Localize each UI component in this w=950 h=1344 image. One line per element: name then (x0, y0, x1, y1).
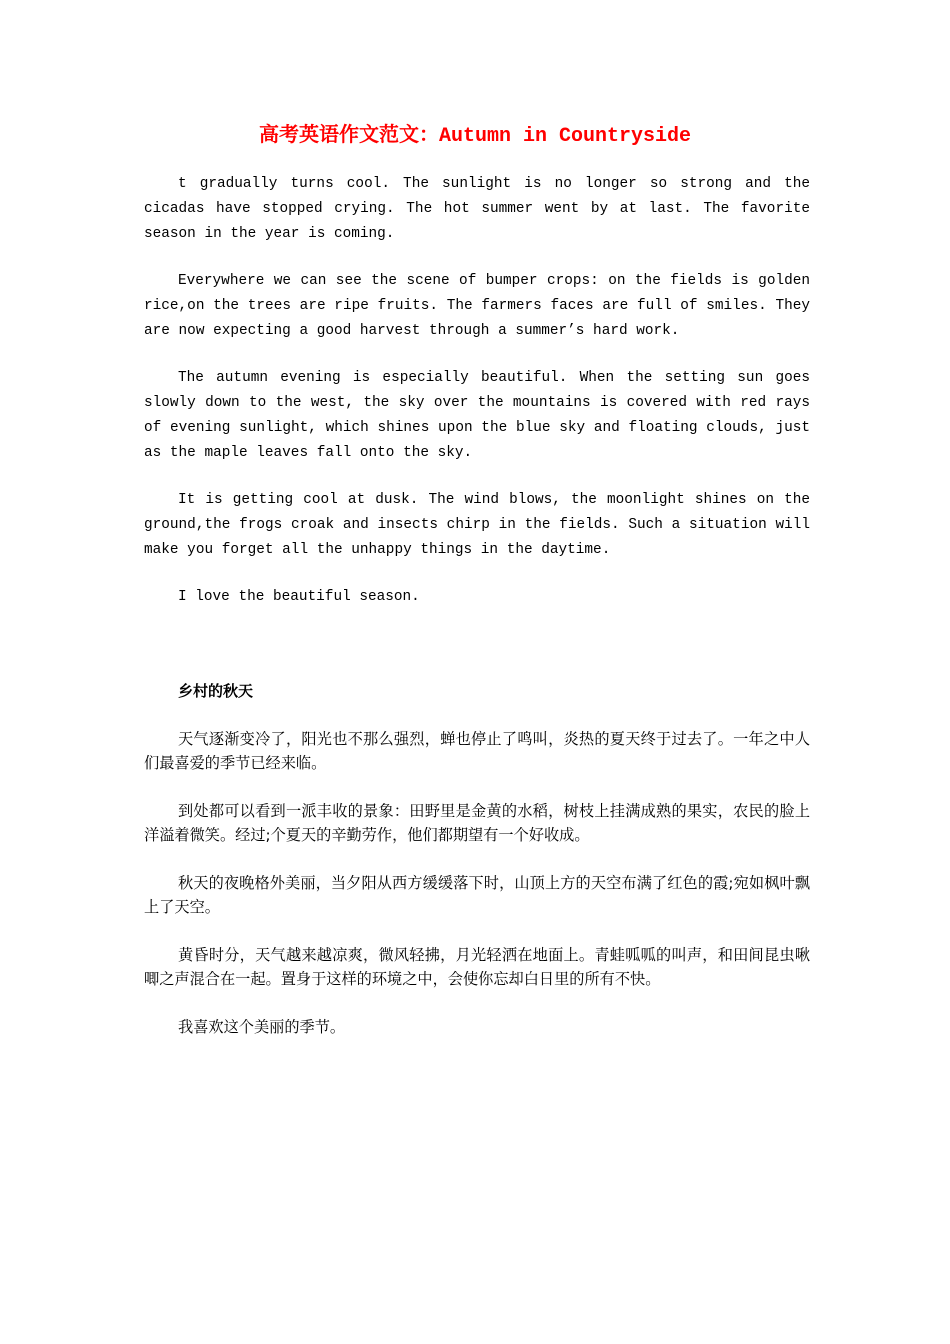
english-paragraph-5: I love the beautiful season. (178, 589, 420, 605)
chinese-paragraph-1: 天气逐渐变冷了，阳光也不那么强烈，蝉也停止了鸣叫，炎热的夏天终于过去了。一年之中人们最喜爱的季节已经来临。 (144, 730, 810, 772)
chinese-paragraph-4: 黄昏时分，天气越来越凉爽，微风轻拂，月光轻洒在地面上。青蛙呱呱的叫声，和田间昆虫啾唧之声混合在一起。置身于这样的环境之中，会使你忘却白日里的所有不快。 (144, 946, 810, 988)
chinese-paragraph-3: 秋天的夜晚格外美丽，当夕阳从西方缓缓落下时，山顶上方的天空布满了红色的霞;宛如枫叶飘上了天空。 (144, 874, 810, 916)
document-title: 高考英语作文范文：Autumn in Countryside (258, 125, 692, 148)
chinese-heading: 乡村的秋天 (178, 682, 254, 700)
english-paragraph-3: The autumn evening is especially beautiful. When the setting sun goes slowly down to the west, the sky over the mountains is covered with red rays of evening sunlight, which shines upon the blue sky and floating clouds, just as the maple leaves fall onto the sky. (144, 370, 810, 461)
english-paragraph-4: It is getting cool at dusk. The wind blows, the moonlight shines on the ground,the frogs croak and insects chirp in the fields. Such a situation will make you forget all the unhappy things in the daytime. (144, 492, 810, 558)
english-paragraph-2: Everywhere we can see the scene of bumper crops: on the fields is golden rice,on the trees are ripe fruits. The farmers faces are full of smiles. They are now expecting a good harvest through a summer’s hard work. (144, 273, 810, 339)
english-paragraph-1: t gradually turns cool. The sunlight is no longer so strong and the cicadas have stopped crying. The hot summer went by at last. The favorite season in the year is coming. (144, 176, 810, 242)
chinese-paragraph-2: 到处都可以看到一派丰收的景象：田野里是金黄的水稻，树枝上挂满成熟的果实，农民的脸上洋溢着微笑。经过;个夏天的辛勤劳作，他们都期望有一个好收成。 (144, 802, 810, 844)
chinese-paragraph-5: 我喜欢这个美丽的季节。 (178, 1018, 346, 1036)
